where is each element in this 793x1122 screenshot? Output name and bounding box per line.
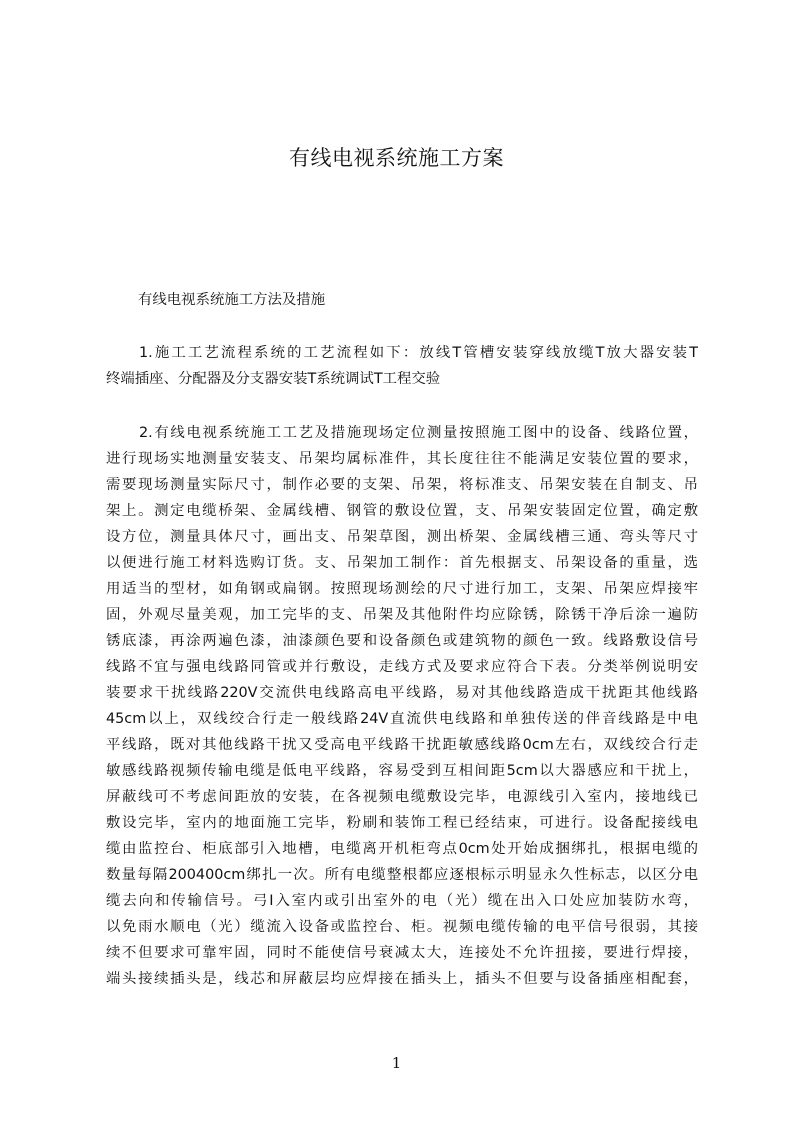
paragraph-construction-measures [106, 420, 698, 992]
paragraph-line: 架上。测定电缆桥架、金属线槽、钢管的敷设位置，支、吊架安装固定位置，确定敷 [106, 503, 698, 519]
paragraph-line: 1.施工工艺流程系统的工艺流程如下：放线T管槽安装穿线放缆T放大器安装T [139, 345, 698, 361]
paragraph-line: 屏蔽线可不考虑间距放的安装，在各视频电缆敷设完毕，电源线引入室内，接地线已 [106, 789, 698, 805]
section-heading: 有线电视系统施工方法及措施 [138, 292, 326, 308]
paragraph-process-flow [106, 340, 698, 392]
paragraph-line: 缆由监控台、柜底部引入地槽，电缆离开机柜弯点0cm处开始成捆绑扎，根据电缆的 [106, 841, 698, 857]
paragraph-line: 固，外观尽量美观，加工完毕的支、吊架及其他附件均应除锈，除锈干净后涂一遍防 [106, 607, 698, 623]
paragraph-line: 设方位，测量具体尺寸，画出支、吊架草图，测出桥架、金属线槽三通、弯头等尺寸 [106, 529, 698, 545]
paragraph-line: 需要现场测量实际尺寸，制作必要的支架、吊架，将标准支、吊架安装在自制支、吊 [106, 477, 698, 493]
paragraph-line: 端头接续插头是，线芯和屏蔽层均应焊接在插头上，插头不但要与设备插座相配套， [106, 971, 698, 987]
paragraph-line: 以免雨水顺电（光）缆流入设备或监控台、柜。视频电缆传输的电平信号很弱，其接 [106, 919, 698, 935]
paragraph-line: 2.有线电视系统施工工艺及措施现场定位测量按照施工图中的设备、线路位置， [139, 425, 698, 441]
paragraph-line: 线路不宜与强电线路同管或并行敷设，走线方式及要求应符合下表。分类举例说明安 [106, 659, 698, 675]
paragraph-line: 锈底漆，再涂两遍色漆，油漆颜色要和设备颜色或建筑物的颜色一致。线路敷设信号 [106, 633, 698, 649]
paragraph-line: 用适当的型材，如角钢或扁钢。按照现场测绘的尺寸进行加工，支架、吊架应焊接牢 [106, 581, 698, 597]
paragraph-line: 数量每隔200400cm绑扎一次。所有电缆整根都应逐根标示明显永久性标志，以区分电 [106, 867, 698, 883]
paragraph-line: 装要求干扰线路220V交流供电线路高电平线路，易对其他线路造成干扰距其他线路 [106, 685, 698, 701]
paragraph-line: 终端插座、分配器及分支器安装T系统调试T工程交验 [106, 371, 441, 387]
paragraph-line: 平线路，既对其他线路干扰又受高电平线路干扰距敏感线路0cm左右，双线绞合行走 [106, 737, 698, 753]
paragraph-line: 以便进行施工材料选购订货。支、吊架加工制作：首先根据支、吊架设备的重量，选 [106, 555, 698, 571]
paragraph-line: 续不但要求可靠牢固，同时不能使信号衰减太大，连接处不允许扭接，要进行焊接， [106, 945, 698, 961]
paragraph-line: 敏感线路视频传输电缆是低电平线路，容易受到互相间距5cm以大器感应和干扰上， [106, 763, 698, 779]
paragraph-line: 45cm以上，双线绞合行走一般线路24V直流供电线路和单独传送的伴音线路是中电 [106, 711, 698, 727]
paragraph-line: 缆去向和传输信号。弓I入室内或引出室外的电（光）缆在出入口处应加装防水弯， [106, 893, 698, 909]
paragraph-line: 敷设完毕，室内的地面施工完毕，粉刷和装饰工程已经结束，可进行。设备配接线电 [106, 815, 698, 831]
page-number: 1 [391, 1054, 402, 1072]
paragraph-line: 进行现场实地测量安装支、吊架均属标准件，其长度往往不能满足安装位置的要求， [106, 451, 698, 467]
document-title: 有线电视系统施工方案 [289, 146, 504, 170]
